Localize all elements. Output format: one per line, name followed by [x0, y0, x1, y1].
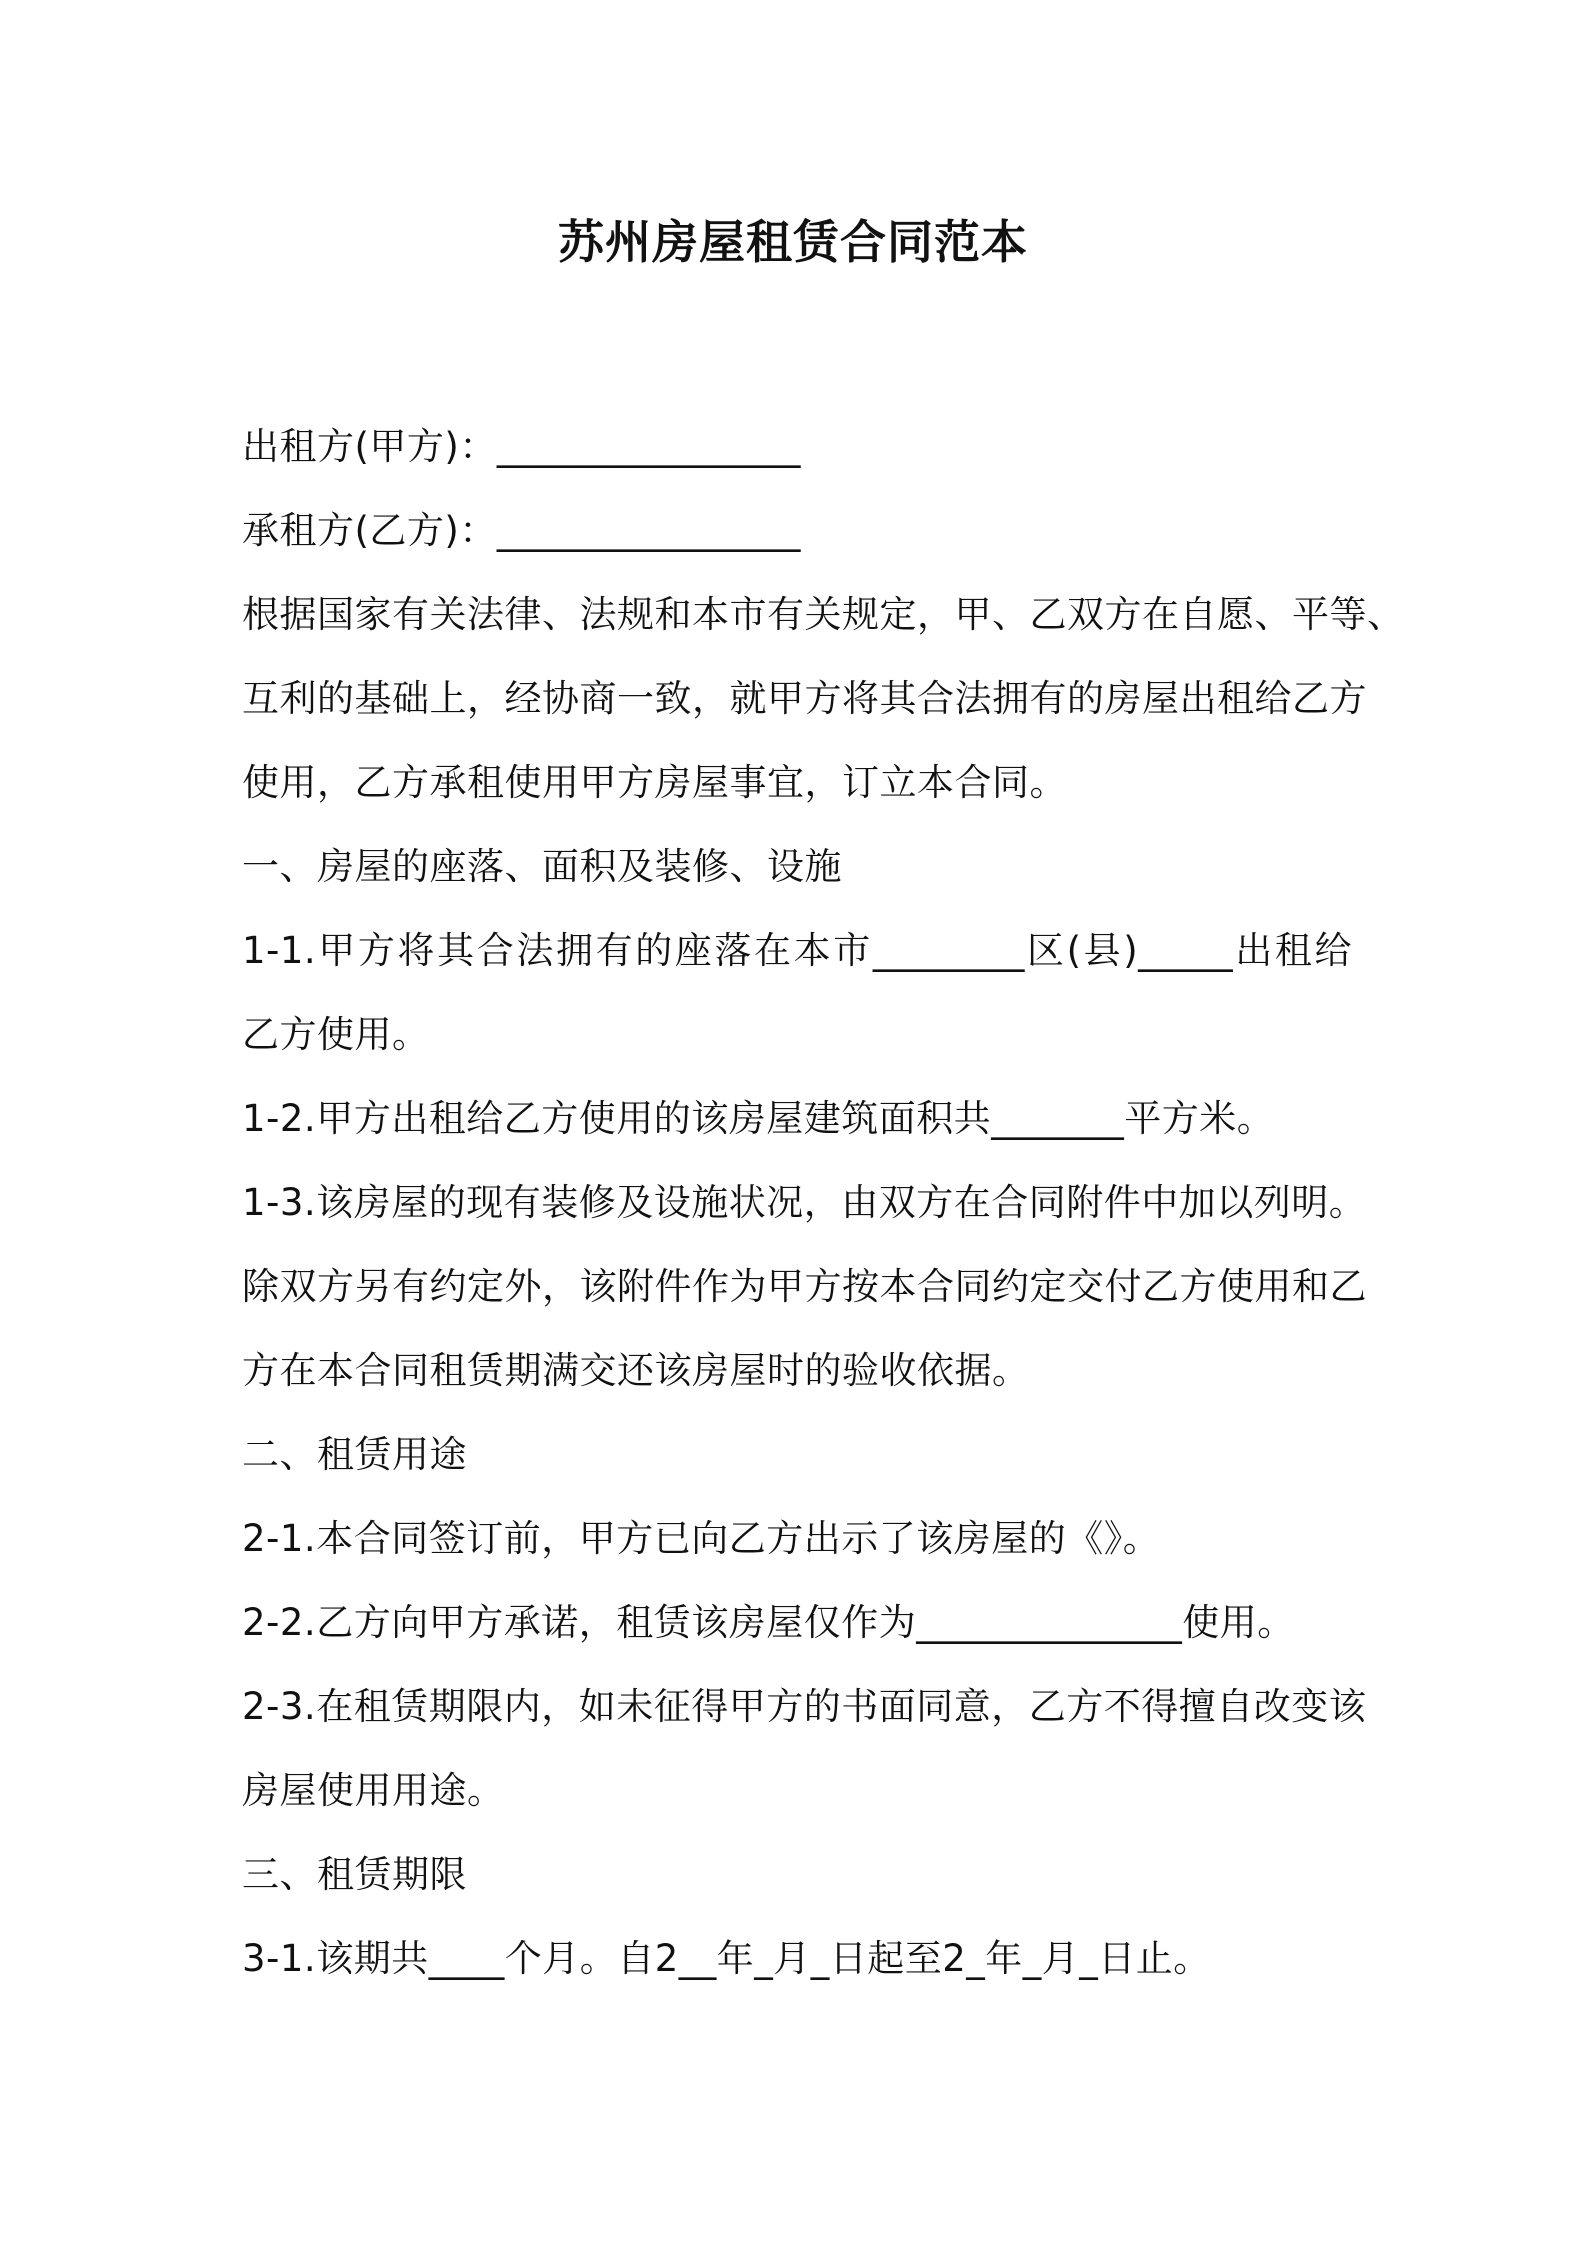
clause-line: 3-1.该期共____个月。自2__年_月_日起至2_年_月_日止。	[242, 1937, 1211, 1980]
clause-line: 1-2.甲方出租给乙方使用的该房屋建筑面积共_______平方米。	[242, 1097, 1275, 1140]
preamble-line: 使用，乙方承租使用甲方房屋事宜，订立本合同。	[242, 761, 1067, 804]
lessor-line: 出租方(甲方)：________________	[242, 425, 801, 468]
section-heading: 二、租赁用途	[242, 1433, 467, 1476]
clause-line: 1-1.甲方将其合法拥有的座落在本市________区(县)_____出租给	[242, 929, 1352, 972]
clause-line: 2-2.乙方向甲方承诺，租赁该房屋仅作为______________使用。	[242, 1601, 1295, 1644]
lessee-line: 承租方(乙方)：________________	[242, 509, 801, 552]
clause-line: 方在本合同租赁期满交还该房屋时的验收依据。	[242, 1349, 1030, 1392]
clause-line: 房屋使用用途。	[242, 1769, 505, 1812]
document-title: 苏州房屋租赁合同范本	[558, 215, 1028, 269]
clause-line: 2-3.在租赁期限内，如未征得甲方的书面同意，乙方不得擅自改变该	[242, 1685, 1367, 1728]
clause-line: 1-3.该房屋的现有装修及设施状况，由双方在合同附件中加以列明。	[242, 1181, 1367, 1224]
section-heading: 三、租赁期限	[242, 1853, 467, 1896]
clause-line: 除双方另有约定外，该附件作为甲方按本合同约定交付乙方使用和乙	[242, 1265, 1367, 1308]
document-body	[242, 405, 1405, 2001]
section-heading: 一、房屋的座落、面积及装修、设施	[242, 845, 842, 888]
preamble-line: 根据国家有关法律、法规和本市有关规定，甲、乙双方在自愿、平等、	[242, 593, 1405, 636]
clause-line: 2-1.本合同签订前，甲方已向乙方出示了该房屋的《》。	[242, 1517, 1161, 1560]
clause-line: 乙方使用。	[242, 1013, 430, 1056]
preamble-line: 互利的基础上，经协商一致，就甲方将其合法拥有的房屋出租给乙方	[242, 677, 1367, 720]
